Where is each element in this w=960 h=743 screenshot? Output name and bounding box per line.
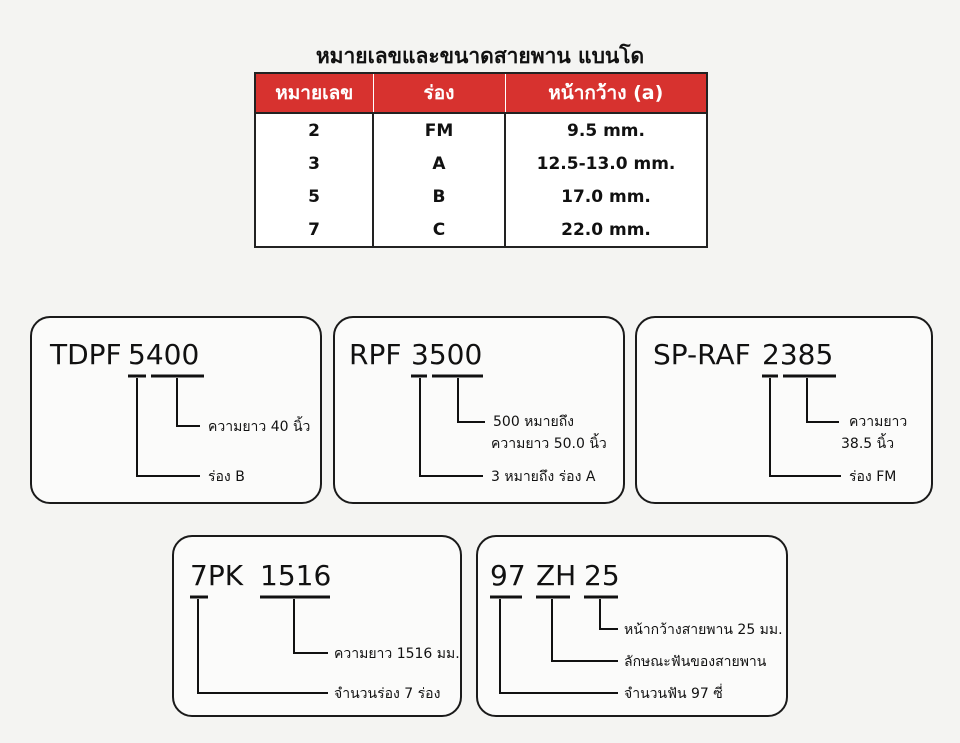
code-diagram [335,318,627,506]
cell-width: 9.5 mm. [567,120,645,141]
column-header-groove: ร่อง [373,73,505,113]
connector-line [458,378,485,422]
code-prefix: SP-RAF [653,338,751,371]
length-label-line-2: ความยาว 50.0 นิ้ว [491,436,607,452]
table-row [255,180,707,213]
length-label-line-1: 500 หมายถึง [493,414,575,430]
code-diagram [637,318,935,506]
cell-groove: FM [373,113,505,147]
column-header-number: หมายเลข [255,73,373,113]
code-prefix: TDPF [50,338,122,371]
belt-size-table [254,72,708,248]
belt-code-card-7pk [172,535,462,717]
code-number: 1516 [260,559,332,592]
table-row [255,113,707,147]
groove-label: ร่อง FM [849,469,897,485]
table-header-row [255,73,707,113]
groove-label: 3 หมายถึง ร่อง A [491,469,596,485]
width-code: 25 [584,559,620,592]
table-row [255,147,707,180]
belt-width-label: หน้ากว้างสายพาน 25 มม. [624,622,783,638]
length-label-line-1: ความยาว [849,414,908,430]
cell-number: 3 [255,147,373,180]
table-row [255,213,707,247]
page-title: หมายเลขและขนาดสายพาน แบนโด [315,44,645,68]
belt-code-card-tdpf [30,316,322,504]
cell-groove: C [373,213,505,247]
code-number: 2385 [762,338,834,371]
code-diagram [478,537,790,719]
column-header-width: หน้ากว้าง (a) [505,73,707,113]
cell-width: 17.0 mm. [561,186,651,207]
code-diagram [174,537,464,719]
connector-line [420,378,483,476]
tooth-profile-code: ZH [536,559,577,592]
groove-count-label: จำนวนร่อง 7 ร่อง [334,686,441,702]
connector-line [198,599,328,693]
connector-line [807,378,839,422]
cell-groove: A [373,147,505,180]
cell-number: 5 [255,180,373,213]
tooth-profile-label: ลักษณะฟันของสายพาน [624,654,767,670]
connector-line [770,378,841,476]
cell-width: 22.0 mm. [561,219,651,240]
length-label: ความยาว 1516 มม. [334,646,460,662]
tooth-count-code: 97 [490,559,526,592]
cell-width: 12.5-13.0 mm. [536,153,676,174]
length-label-line-2: 38.5 นิ้ว [841,436,895,452]
code-prefix: 7PK [190,559,244,592]
connector-line [177,378,200,426]
code-number: 5400 [128,338,200,371]
cell-number: 7 [255,213,373,247]
connector-line [294,599,328,653]
cell-number: 2 [255,113,373,147]
connector-line [600,599,618,629]
code-number: 3500 [411,338,483,371]
belt-code-card-97zh25 [476,535,788,717]
code-prefix: RPF [349,338,402,371]
tooth-count-label: จำนวนฟัน 97 ซี่ [624,686,723,702]
groove-label: ร่อง B [208,469,245,485]
code-diagram [32,318,324,506]
cell-groove: B [373,180,505,213]
belt-code-card-rpf [333,316,625,504]
belt-code-card-spraf [635,316,933,504]
length-label: ความยาว 40 นิ้ว [208,419,311,435]
